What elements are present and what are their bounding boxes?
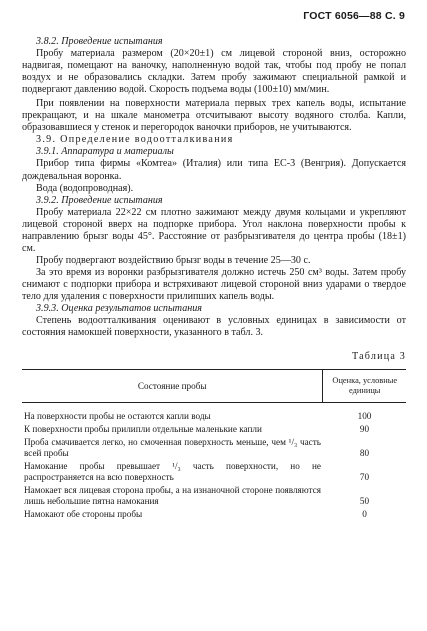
- section-3-9-3-heading: 3.9.3. Оценка результатов испытания: [36, 303, 202, 315]
- page-content: [22, 36, 406, 520]
- table-row: [22, 483, 406, 507]
- paragraph: Пробу материала 22×22 см плотно зажимают между двумя кольцами и укрепляют лицевой стороной вверх на подпорке прибора. Угол наклона поверхности пробы к направлению брызг воды 45°. Расстояние от разбрызгивателя до центра пробы (18±1) см.: [22, 206, 406, 254]
- column-header-state: Состояние пробы: [22, 370, 323, 403]
- table-row: [22, 422, 406, 435]
- cell-state: Намокает вся лицевая сторона пробы, а на изнаночной стороне появляются лишь небольшие пятна намокания: [24, 485, 321, 507]
- paragraph: Степень водоотталкивания оценивают в условных единицах в зависимости от состояния намокшей поверхности, указанного в табл. 3.: [22, 315, 406, 339]
- table-3: [22, 369, 406, 520]
- paragraph: Пробу материала размером (20×20±1) см лицевой стороной вниз, осторожно надвигая, помещают на ваночку, наполненную водой так, чтобы под пробу не попал воздух и не образовались складки. Затем пробу зажимают специальной рамкой и подвергают давлению водой. Скорость подъема воды (100±10) мм/мин.: [22, 48, 406, 96]
- cell-score: 100: [357, 411, 372, 422]
- section-3-9-2-heading: 3.9.2. Проведение испытания: [36, 194, 163, 206]
- table-row: [22, 459, 406, 483]
- paragraph: Пробу подвергают воздействию брызг воды в течение 25—30 с.: [36, 254, 311, 266]
- table-caption: Таблица 3: [352, 351, 406, 363]
- paragraph: Прибор типа фирмы «Комтеа» (Италия) или типа ЕС-3 (Венгрия). Допускается дождевальная воронка.: [22, 158, 406, 182]
- table-row: [22, 507, 406, 520]
- cell-score: 70: [359, 472, 370, 483]
- paragraph: Вода (водопроводная).: [36, 182, 134, 194]
- cell-state: На поверхности пробы не остаются капли воды: [24, 411, 211, 422]
- cell-state: Намокание пробы превышает ¹/₃ часть поверхности, но не распространяется на всю поверхность: [24, 461, 321, 483]
- section-3-9-1-heading: 3.9.1. Аппаратура и материалы: [36, 146, 174, 158]
- section-3-9-heading: 3.9. Определение водоотталкивания: [36, 134, 234, 146]
- page-header: ГОСТ 6056—88 С. 9: [303, 10, 405, 22]
- table-header-row: [22, 370, 406, 403]
- table-row: [22, 435, 406, 459]
- paragraph: За это время из воронки разбрызгивателя должно истечь 250 см³ воды. Затем пробу снимают с подпорки прибора и встряхивают лицевой стороной вниз ударами о твердое тело для удаления с поверхности прилипших капель воды.: [22, 266, 406, 302]
- cell-state: К поверхности пробы прилипли отдельные маленькие капли: [24, 424, 262, 435]
- table-row: [22, 403, 406, 423]
- cell-score: 80: [359, 448, 370, 459]
- cell-state: Намокают обе стороны пробы: [24, 509, 143, 520]
- paragraph: При появлении на поверхности материала первых трех капель воды, испытание прекращают, и на шкале манометра отсчитывают высоту водяного столба. Капли, образовавшиеся у стенок и перегородок ваночки приборов, не учитываются.: [22, 98, 406, 134]
- cell-state: Проба смачивается легко, но смоченная поверхность меньше, чем ¹/₃ часть всей пробы: [24, 437, 321, 459]
- cell-score: 90: [359, 424, 370, 435]
- cell-score: 0: [362, 509, 367, 520]
- cell-score: 50: [359, 496, 370, 507]
- section-3-8-2-heading: 3.8.2. Проведение испытания: [36, 36, 163, 47]
- column-header-score: Оценка, условные единицы: [323, 370, 406, 403]
